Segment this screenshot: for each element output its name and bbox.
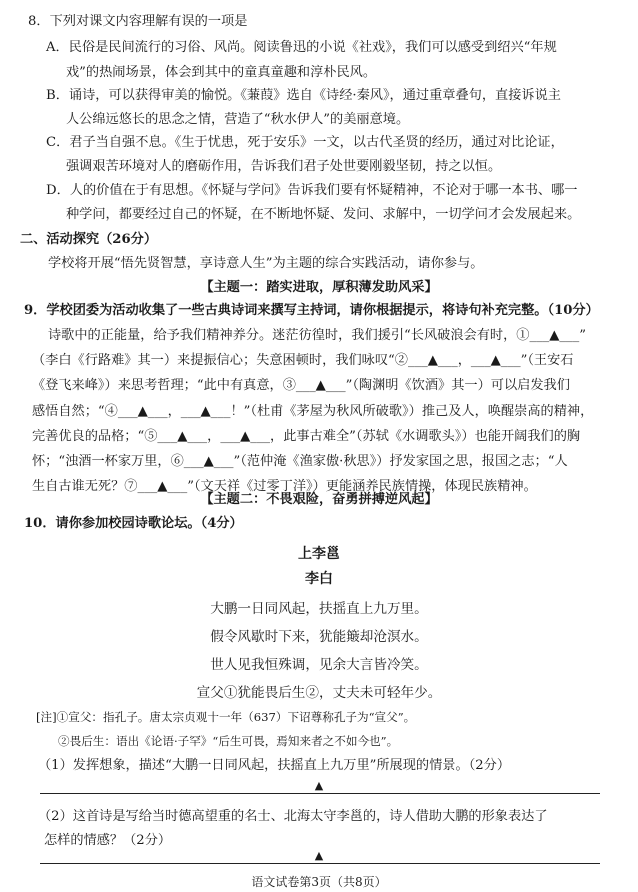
q9-line2: （李白《行路难》其一）来提振信心；失意困顿时，我们咏叹“②___▲___，___▲___”（王安石	[32, 353, 574, 368]
q9-line5: 完善优良的品格；“⑤___▲___，___▲___，此事古难全”（苏轼《水调歌头》）也能开阔我们的胸	[32, 429, 581, 444]
q10-sub2-line2: 怎样的情感？（2分）	[44, 833, 172, 848]
poem-author: 李白	[305, 571, 333, 587]
poem-line-2: 假令风歇时下来，犹能簸却沧溟水。	[210, 629, 428, 645]
q8-option-a-line2: 戏”的热闹场景，体会到其中的童真童趣和淳朴民风。	[66, 65, 377, 80]
answer-line-1[interactable]	[40, 793, 600, 794]
q9-line4: 感悟自然；“④___▲___，___▲___！”（杜甫《茅屋为秋风所破歌》）推己及人，唤醒崇高的精神，	[32, 404, 594, 419]
q8-option-c-line2: 强调艰苦环境对人的磨砺作用，告诉我们君子处世要刚毅坚韧，持之以恒。	[66, 159, 502, 174]
poem-line-4: 宣父①犹能畏后生②，丈夫未可轻年少。	[196, 685, 442, 701]
poem-line-3: 世人见我恒殊调，见余大言皆冷笑。	[210, 657, 428, 673]
answer-line-2[interactable]	[40, 863, 600, 864]
q10-stem: 10．请你参加校园诗歌论坛。（4分）	[24, 516, 243, 531]
q9-line6: 怀；“浊酒一杯家万里，⑥___▲___”（范仲淹《渔家傲·秋思》）抒发家国之思，报国之志；“人	[32, 454, 568, 469]
q8-option-c-line1: C．君子当自强不息。《生于忧患，死于安乐》一文，以古代圣贤的经历，通过对比论证，	[46, 135, 564, 150]
q8-option-d-line1: D．人的价值在于有思想。《怀疑与学问》告诉我们要有怀疑精神，不论对于哪一本书、哪一	[46, 183, 578, 198]
annotation-1: [注]①宣父：指孔子。唐太宗贞观十一年（637）下诏尊称孔子为“宣父”。	[36, 710, 416, 724]
q8-option-b-line1: B．诵诗，可以获得审美的愉悦。《蒹葭》选自《诗经·秦风》，通过重章叠句，直接诉说主	[46, 88, 561, 103]
page-footer: 语文试卷第3页（共8页）	[251, 875, 387, 889]
q9-stem: 9．学校团委为活动收集了一些古典诗词来撰写主持词，请你根据提示，将诗句补充完整。（10分）	[24, 303, 599, 318]
theme2-heading: 【主题二：不畏艰险，奋勇拼搏逆风起】	[200, 492, 438, 507]
section2-intro: 学校将开展“悟先贤智慧，享诗意人生”为主题的综合实践活动，请你参与。	[48, 256, 484, 271]
q8-option-a-line1: A．民俗是民间流行的习俗、风尚。阅读鲁迅的小说《社戏》，我们可以感受到绍兴“年规	[46, 40, 557, 55]
q8-stem: 8．下列对课文内容理解有误的一项是	[28, 14, 248, 29]
poem-title: 上李邕	[298, 546, 340, 562]
q8-option-d-line2: 种学问，都要经过自己的怀疑，在不断地怀疑、发问、求解中，一切学问才会发展起来。	[66, 207, 581, 222]
q9-line3: 《登飞来峰》）来思考哲理；“此中有真意，③___▲___”（陶渊明《饮酒》其一）可以启发我们	[32, 378, 570, 393]
theme1-heading: 【主题一：踏实进取，厚积薄发助风采】	[200, 280, 438, 295]
section2-title: 二、活动探究（26分）	[20, 232, 158, 247]
q10-sub2-line1: （2）这首诗是写给当时德高望重的名士、北海太守李邕的，诗人借助大鹏的形象表达了	[38, 809, 548, 824]
q8-option-b-line2: 人公绵远悠长的思念之情，营造了“秋水伊人”的美丽意境。	[66, 112, 410, 127]
q9-line1: 诗歌中的正能量，给予我们精神养分。迷茫彷徨时，我们援引“长风破浪会有时，①___▲___”	[48, 328, 586, 343]
answer-marker-2: ▲	[314, 849, 324, 862]
answer-marker-1: ▲	[314, 779, 324, 792]
q9-line7: 生自古谁无死？⑦___▲___”（文天祥《过零丁洋》）更能涵养民族情操，体现民族精神。	[32, 479, 537, 494]
poem-line-1: 大鹏一日同风起，扶摇直上九万里。	[210, 601, 428, 617]
annotation-2: ②畏后生：语出《论语·子罕》“后生可畏，焉知来者之不如今也”。	[58, 734, 399, 748]
q10-sub1: （1）发挥想象，描述“大鹏一日同风起，扶摇直上九万里”所展现的情景。（2分）	[38, 758, 511, 773]
